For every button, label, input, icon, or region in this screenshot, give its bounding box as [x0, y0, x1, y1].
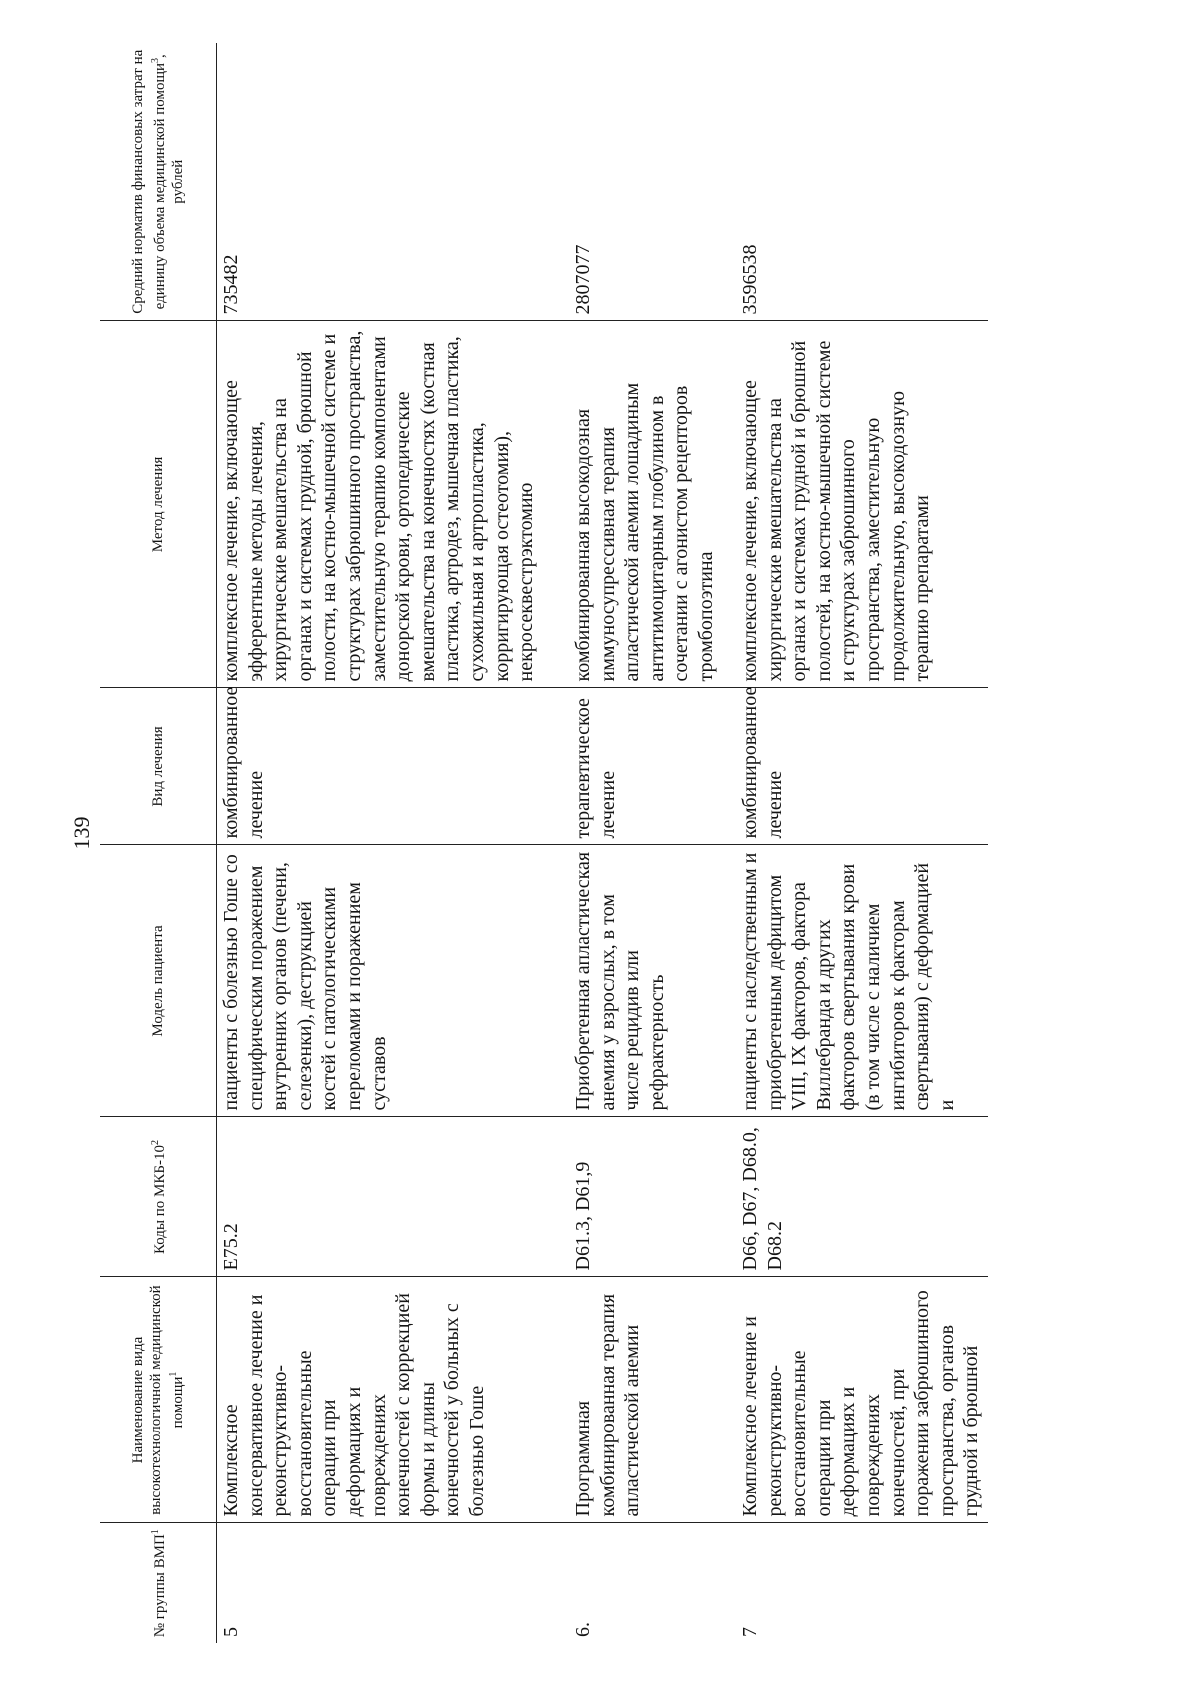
cell-cost: 2807077	[572, 244, 594, 315]
header-treatment-method: Метод лечения	[100, 321, 217, 688]
cell-codes: D66, D67, D68.0, D68.2	[736, 1117, 988, 1277]
cell-type: комбинированное лечение	[217, 688, 570, 845]
header-treatment-type: Вид лечения	[100, 688, 217, 845]
table-header-row	[100, 43, 217, 1643]
cell-model: Приобретенная апластическая анемия у взрослых, в том числе рецидив или рефрактерность	[569, 845, 736, 1117]
cell-method: комбинированная высокодозная иммуносупрессивная терапия апластической анемии лошадиным антитимоцитарным глобулином в сочетании с агонистом рецепторов тромбопоэтина	[569, 321, 736, 688]
cell-name: Комплексное лечение и реконструктивно-восстановительные операции при деформациях и повреждениях конечностей, при поражении забрюшинного пространства, органов грудной и брюшной	[736, 1277, 988, 1523]
header-cost-standard: Средний норматив финансовых затрат на единицу объема медицинской помощи$^3$, рублей	[100, 43, 217, 321]
cell-codes: E75.2	[217, 1117, 570, 1277]
cell-group: 7	[736, 1523, 988, 1643]
rotated-table-wrapper	[100, 43, 1100, 1643]
header-icd-codes: Коды по МКБ-$10^2$	[100, 1117, 217, 1277]
cell-name: Комплексное консервативное лечение и реконструктивно-восстановительные операции при деформациях и повреждениях конечностей с коррекцией формы и длины конечностей у больных с болезнью Гоше	[217, 1277, 570, 1523]
cell-group: 5	[217, 1523, 570, 1643]
cell-type: терапевтическое лечение	[569, 688, 736, 845]
cell-cost: 3596538	[739, 244, 761, 315]
cell-codes: D61.3, D61,9	[569, 1117, 736, 1277]
header-group-number: № группы ВМП$^1$	[100, 1523, 217, 1643]
header-vmp-name: Наименование вида высокотехнологичной медицинской помощи$^1$	[100, 1277, 217, 1523]
cell-name: Программная комбинированная терапия апластической анемии	[569, 1277, 736, 1523]
cell-type: комбинированное лечение	[736, 688, 988, 845]
table-row	[736, 43, 988, 1643]
cell-group: 6.	[569, 1523, 736, 1643]
cell-method: комплексное лечение, включающее хирургические вмешательства на органах и системах грудной и брюшной полостей, на костно-мышечной системе и структурах забрюшинного пространства, заместительную продолжительную, высокодозную терапию препаратами	[736, 321, 988, 688]
cell-cost: 735482	[220, 254, 242, 315]
cell-method: комплексное лечение, включающее эфферентные методы лечения, хирургические вмешательства на органах и системах грудной, брюшной полости, на костно-мышечной системе и структурах забрюшинного пространства, заместительную терапию компонентами донорской крови, ортопедические вмешательства на конечностях (костная пластика, артродез, мышечная пластика, сухожильная и артропластика, корригирующая остеотомия), некросеквестрэктомию	[217, 321, 570, 688]
page-number: 139	[69, 816, 94, 850]
header-patient-model: Модель пациента	[100, 845, 217, 1117]
vmp-table	[100, 43, 988, 1643]
cell-model: пациенты с болезнью Гоше со специфическим поражением внутренних органов (печени, селезенки), деструкцией костей с патологическими переломами и поражением суставов	[217, 845, 570, 1117]
table-row	[217, 43, 570, 1643]
cell-model: пациенты с наследственным и приобретенным дефицитом VIII, IX факторов, фактора Виллебранда и других факторов свертывания крови (в том числе с наличием ингибиторов к факторам свертывания) с деформацией и	[736, 845, 988, 1117]
table-row	[569, 43, 736, 1643]
